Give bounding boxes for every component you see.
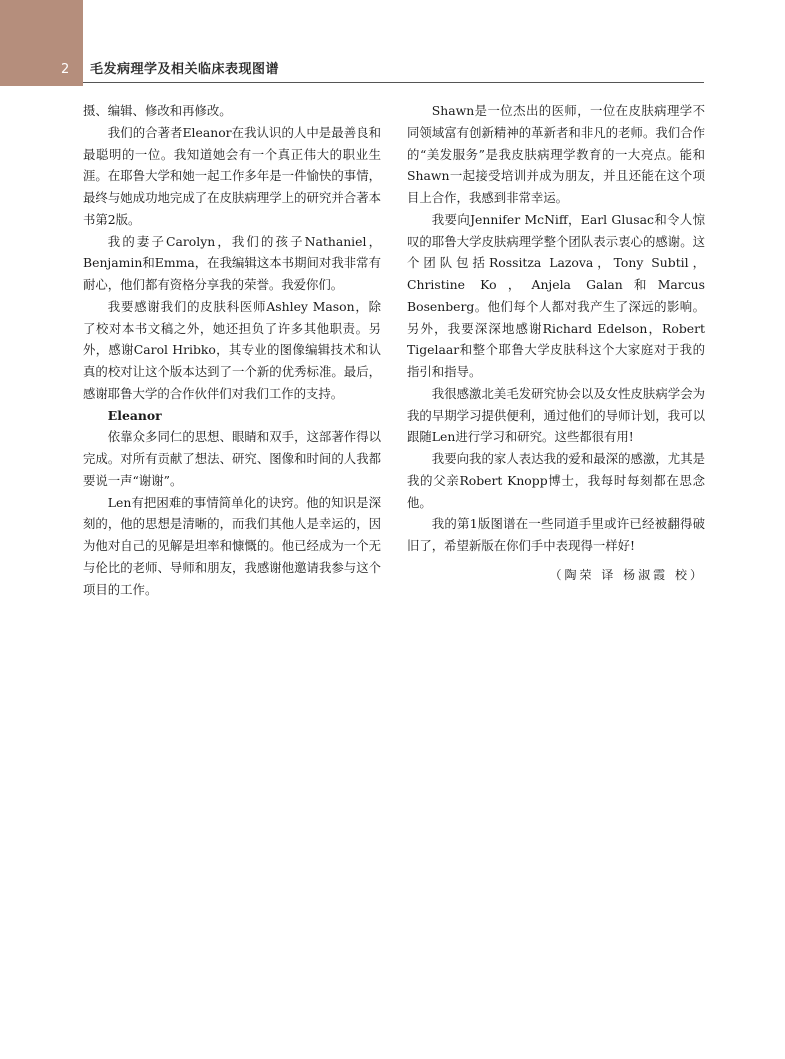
paragraph: 我很感激北美毛发研究协会以及女性皮肤病学会为我的早期学习提供便利，通过他们的导师计划，我可以跟随Len进行学习和研究。这些都很有用! xyxy=(407,385,705,445)
page-number: 2 xyxy=(61,62,70,77)
paragraph: 我的妻子Carolyn，我们的孩子Nathaniel，Benjamin和Emma，在我编辑这本书期间对我非常有耐心，他们都有资格分享我的荣誉。我爱你们。 xyxy=(83,233,381,292)
header-rule xyxy=(83,82,704,83)
translator-credits: （陶荣 译 杨淑霞 校） xyxy=(549,567,705,582)
paragraph: 我们的合著者Eleanor在我认识的人中是最善良和最聪明的一位。我知道她会有一个真正伟大的职业生涯。在耶鲁大学和她一起工作多年是一件愉快的事情，最终与她成功地完成了在皮肤病理学上的研究并合著本书第2版。 xyxy=(83,124,381,227)
paragraph: 我要向我的家人表达我的爱和最深的感激，尤其是我的父亲Robert Knopp博士，我每时每刻都在思念他。 xyxy=(407,451,705,510)
paragraph: Shawn是一位杰出的医师，一位在皮肤病理学不同领域富有创新精神的革新者和非凡的老师。我们合作的“美发服务”是我皮肤病理学教育的一大亮点。能和Shawn一起接受培训并成为朋友，并且还能在这个项目上合作，我感到非常幸运。 xyxy=(407,103,705,205)
signature-name: Eleanor xyxy=(107,407,162,423)
paragraph: 依靠众多同仁的思想、眼睛和双手，这部著作得以完成。对所有贡献了想法、研究、图像和时间的人我都要说一声“谢谢”。 xyxy=(83,429,381,488)
running-title: 毛发病理学及相关临床表现图谱 xyxy=(90,62,280,77)
paragraph: Len有把困难的事情简单化的诀窍。他的知识是深刻的，他的思想是清晰的，而我们其他人是幸运的，因为他对自己的见解是坦率和慷慨的。他已经成为一个无与伦比的老师、导师和朋友，我感谢他邀请我参与这个项目的工作。 xyxy=(83,494,381,597)
paragraph: 我要向Jennifer McNiff，Earl Glusac和令人惊叹的耶鲁大学皮肤病理学整个团队表示衷心的感谢。这个团队包括Rossitza Lazova，Tony Subtil，Christine Ko，Anjela Galan和Marcus Bosenberg。他们每个人都对我产生了深远的影响。另外，我要深深地感谢Richard Edelson，Robert Tigelaar和整个耶鲁大学皮肤科这个大家庭对于我的指引和指导。 xyxy=(407,211,705,379)
paragraph: 摄、编辑、修改和再修改。 xyxy=(83,103,232,118)
left-column xyxy=(83,100,381,600)
header-color-block xyxy=(0,0,83,86)
paragraph: 我的第1版图谱在一些同道手里或许已经被翻得破旧了，希望新版在你们手中表现得一样好! xyxy=(407,516,705,553)
right-column xyxy=(407,100,705,587)
paragraph: 我要感谢我们的皮肤科医师Ashley Mason，除了校对本书文稿之外，她还担负了许多其他职责。另外，感谢Carol Hribko，其专业的图像编辑技术和认真的校对让这个版本达到了一个新的优秀标准。最后，感谢耶鲁大学的合作伙伴们对我们工作的支持。 xyxy=(83,298,381,401)
